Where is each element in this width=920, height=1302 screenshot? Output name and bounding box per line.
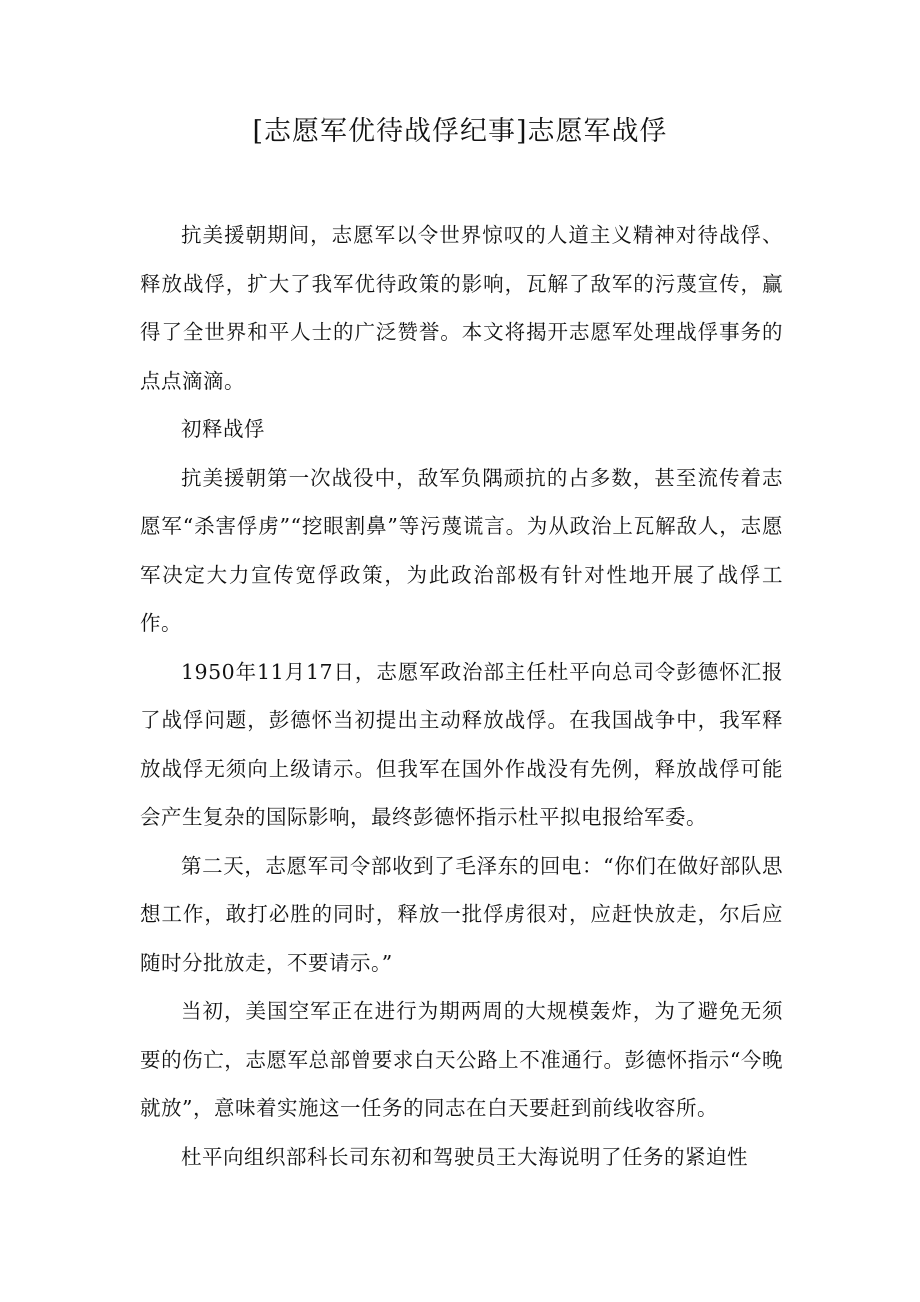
document-title: [志愿军优待战俘纪事]志愿军战俘 [252,116,668,147]
paragraph-intro: 抗美援朝期间，志愿军以令世界惊叹的人道主义精神对待战俘、释放战俘，扩大了我军优待政策的影响，瓦解了敌军的污蔑宣传，赢得了全世界和平人士的广泛赞誉。本文将揭开志愿军处理战俘事务的点点滴滴。 [140,223,783,393]
section-heading: 初释战俘 [181,417,265,441]
document-body [140,211,783,1181]
paragraph: 杜平向组织部科长司东初和驾驶员王大海说明了任务的紧迫性 [181,1144,748,1169]
paragraph: 第二天，志愿军司令部收到了毛泽东的回电：“你们在做好部队思想工作，敢打必胜的同时，释放一批俘虏很对，应赶快放走，尔后应随时分批放走，不要请示。” [140,853,783,975]
paragraph: 抗美援朝第一次战役中，敌军负隅顽抗的占多数，甚至流传着志愿军“杀害俘虏”“挖眼割鼻”等污蔑谎言。为从政治上瓦解敌人，志愿军决定大力宣传宽俘政策，为此政治部极有针对性地开展了战俘工作。 [140,465,783,635]
paragraph: 1950年11月17日，志愿军政治部主任杜平向总司令彭德怀汇报了战俘问题，彭德怀当初提出主动释放战俘。在我国战争中，我军释放战俘无须向上级请示。但我军在国外作战没有先例，释放战俘可能会产生复杂的国际影响，最终彭德怀指示杜平拟电报给军委。 [140,659,783,829]
paragraph: 当初，美国空军正在进行为期两周的大规模轰炸，为了避免无须要的伤亡，志愿军总部曾要求白天公路上不准通行。彭德怀指示“今晚就放”，意味着实施这一任务的同志在白天要赶到前线收容所。 [140,999,783,1120]
